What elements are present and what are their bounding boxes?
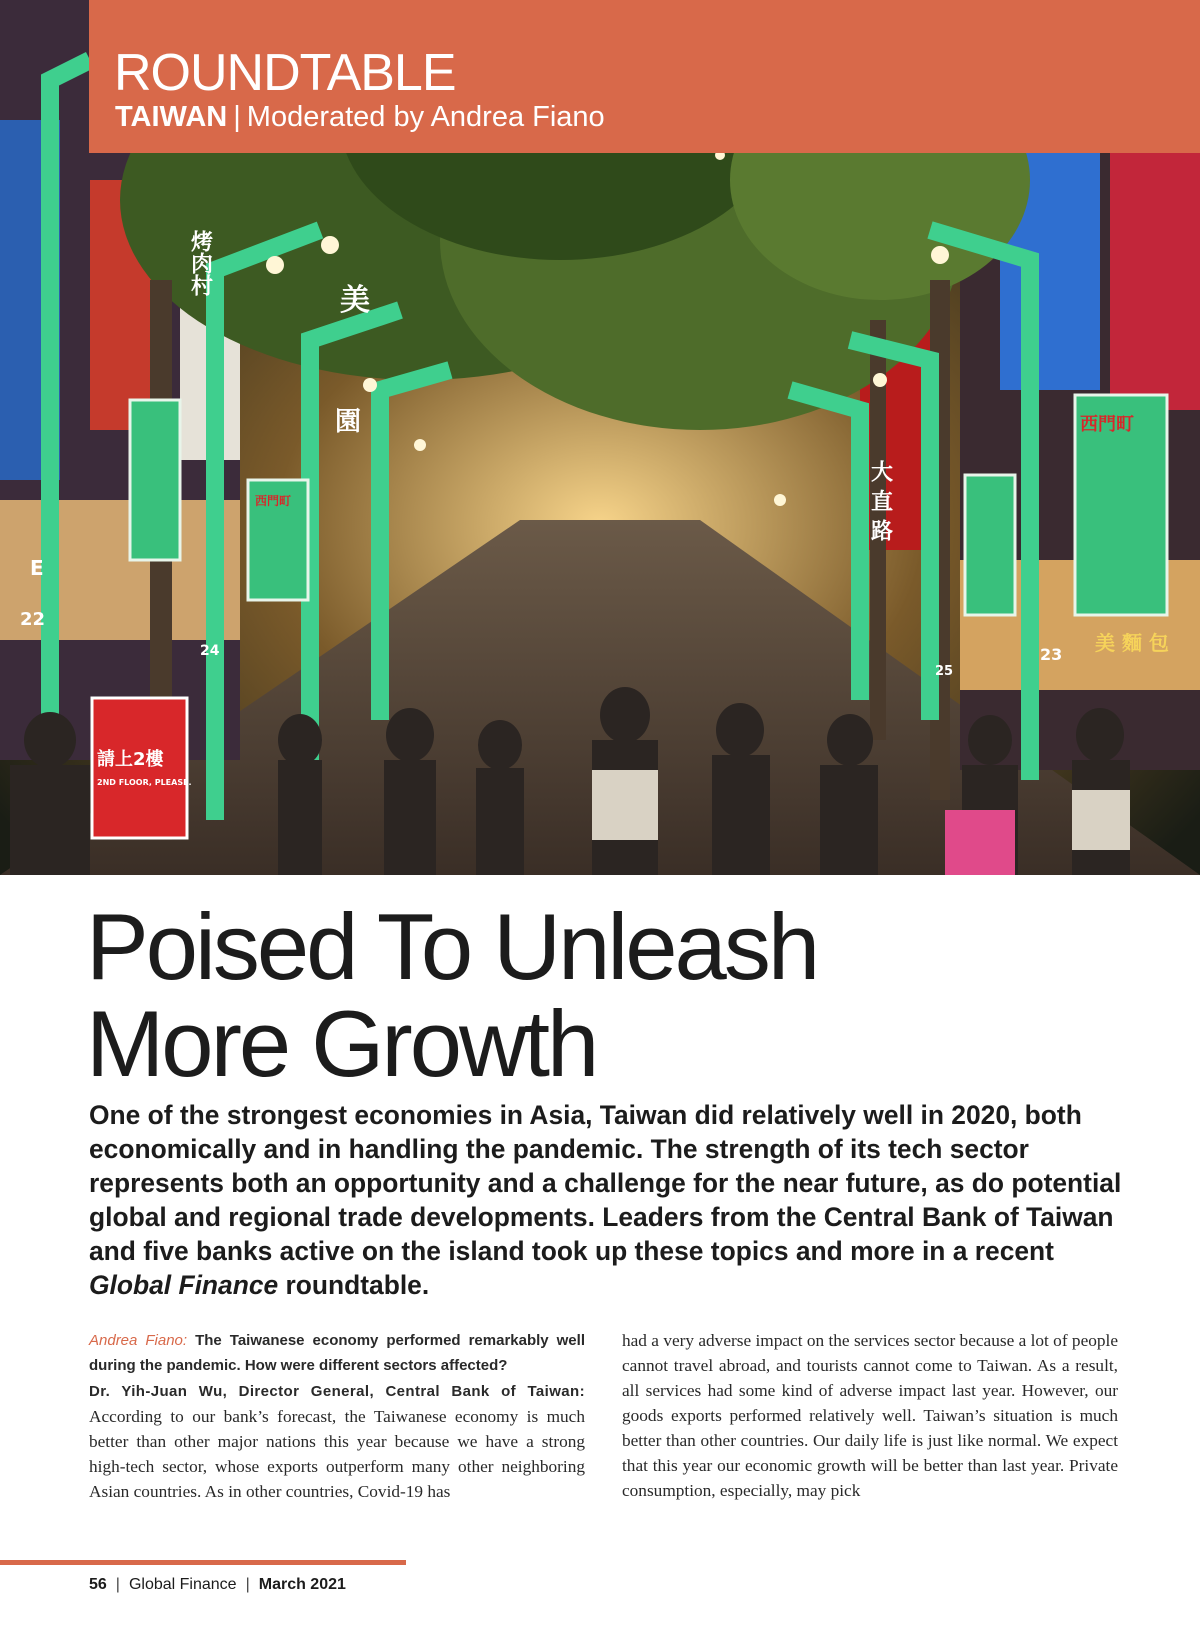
article-column-right (622, 1328, 1118, 1503)
sign-text: 22 (20, 609, 46, 630)
banner-subline (115, 99, 605, 135)
answer-speaker: Dr. Yih-Juan Wu, Director General, Central Bank of Taiwan: (89, 1383, 585, 1400)
question-speaker: Andrea Fiano: (89, 1332, 188, 1349)
sign-text: E (30, 556, 44, 580)
sign-text: 請上2樓 (97, 749, 164, 770)
sign-text: 2ND FLOOR, PLEASE. (97, 778, 192, 787)
article-deck (89, 1098, 1129, 1302)
footer-separator: | (115, 1576, 120, 1593)
sign-text: 24 (200, 643, 220, 659)
footer-separator: | (245, 1576, 250, 1593)
interview-question (89, 1328, 585, 1378)
section-banner (89, 0, 1200, 153)
interview-answer (89, 1378, 585, 1504)
deck-text: One of the strongest economies in Asia, Taiwan did relatively well in 2020, both economically and in handling the pandemic. The strength of its tech sector represents both an opportunity and a challenge for the near future, as do potential global and regional trade developments. Leaders from the Central Bank of Taiwan and five banks active on the island took up these topics and more in a recent (89, 1100, 1122, 1266)
footer-issue: March 2021 (258, 1576, 346, 1593)
article-column-left (89, 1328, 585, 1504)
deck-text-end: roundtable. (278, 1270, 430, 1300)
sign-text: 25 (935, 664, 954, 679)
article-headline (86, 894, 1126, 1096)
headline-line-1: Poised To Unleash (86, 894, 818, 999)
sign-text: 美 (340, 283, 370, 318)
answer-continued: had a very adverse impact on the services sector because a lot of people cannot travel abroad, and tourists cannot come to Taiwan. As a result, all services had some kind of adverse impact last year. However, our goods exports performed relatively well. Taiwan’s situation is much better than other countries. Our daily life is just like normal. We expect that this year our economic growth will be better than last year. Private consumption, especially, may pick (622, 1331, 1118, 1500)
footer-rule (0, 1560, 406, 1565)
section-label: ROUNDTABLE (114, 44, 456, 102)
sign-text: 美 麵 包 (1095, 631, 1169, 655)
headline-line-2: More Growth (86, 991, 597, 1096)
sign-text: 西門町 (1080, 414, 1134, 435)
sign-text: 23 (1040, 645, 1063, 664)
sign-text: 烤肉村 (187, 230, 213, 296)
page-number: 56 (89, 1576, 107, 1593)
answer-text: According to our bank’s forecast, the Taiwanese economy is much better than other major nations this year because we have a strong high-tech sector, whose exports outperform many other neighboring Asian countries. As in other countries, Covid-19 has (89, 1407, 585, 1501)
question-text: The Taiwanese economy performed remarkably well during the pandemic. How were different sectors affected? (89, 1332, 585, 1374)
sign-text: 西門町 (255, 494, 292, 508)
moderator-credit: Moderated by Andrea Fiano (246, 101, 605, 133)
deck-publication: Global Finance (89, 1270, 279, 1300)
footer-publication: Global Finance (128, 1576, 237, 1593)
page-footer (89, 1576, 346, 1594)
sign-text: 大 直 路 (867, 460, 893, 542)
sign-text: 園 (335, 407, 362, 437)
banner-separator: | (233, 101, 241, 133)
country-label: TAIWAN (115, 101, 228, 133)
